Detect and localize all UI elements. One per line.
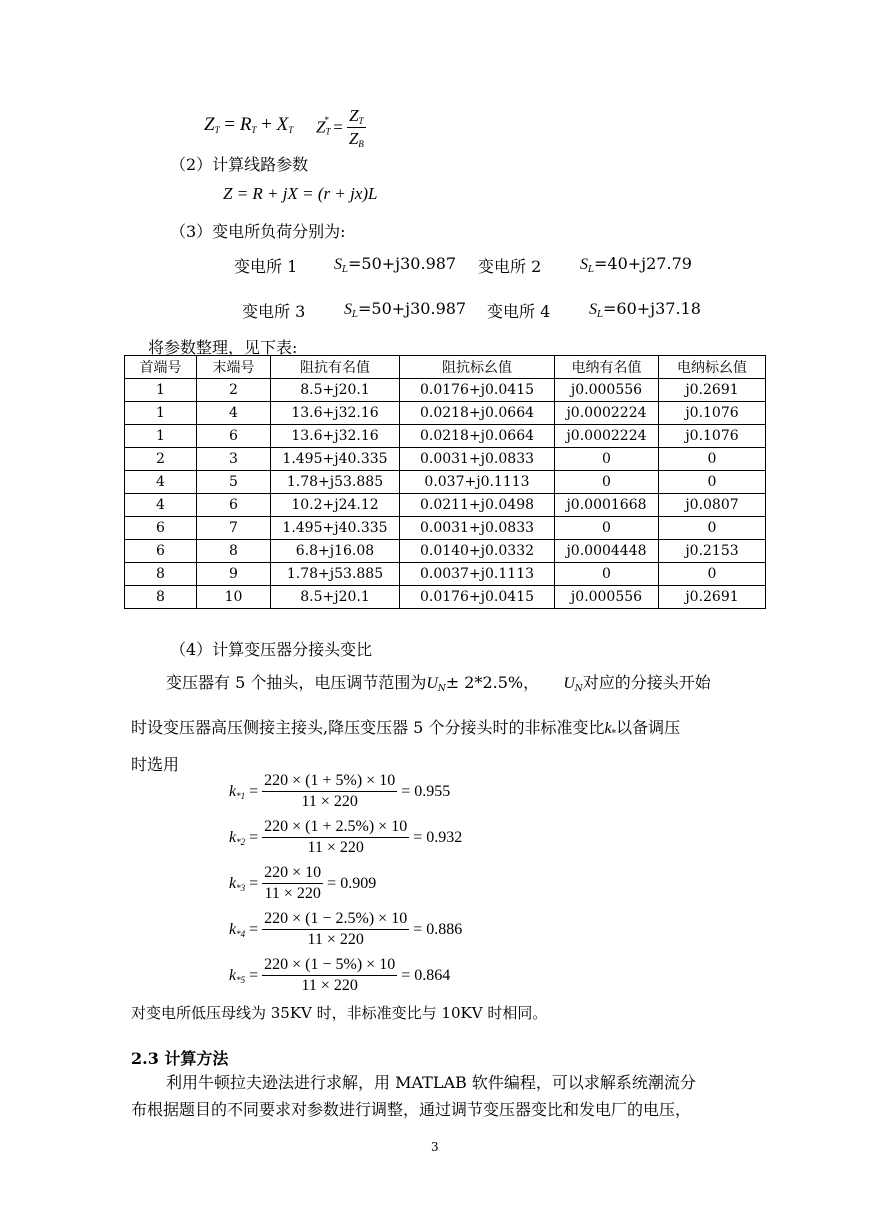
table-cell: 0 <box>659 563 766 586</box>
table-cell: 0.0218+j0.0664 <box>400 425 555 448</box>
table-row <box>125 540 766 563</box>
header-from-bus: 首端号 <box>125 356 197 379</box>
k-equation-1: $k_{*1}$ = $\frac{220 \times (1 + 5\%) \times 10}{11 \times 220}$ = 0.955 <box>229 772 451 810</box>
table-cell: 8 <box>125 563 197 586</box>
table-row <box>125 563 766 586</box>
load-4-value: $S_L=60+j37.18$ <box>589 299 701 320</box>
k-numerator: 220 × (1 + 5%) × 10 <box>262 772 397 792</box>
k-denominator: 11 × 220 <box>301 977 358 994</box>
k-symbol: k <box>229 782 237 800</box>
load-4-name: 变电所 4 <box>487 302 551 321</box>
k-symbol: k <box>229 920 237 938</box>
k-subscript: *1 <box>236 790 246 801</box>
header-impedance-actual: 阻抗有名值 <box>271 356 400 379</box>
table-cell: 2 <box>197 379 271 402</box>
k-result: = 0.955 <box>401 782 451 800</box>
k-equation-3: $k_{*3}$ = $\frac{220 \times 10}{11 \times 220}$ = 0.909 <box>229 864 377 902</box>
table-cell: 0 <box>555 448 659 471</box>
table-row <box>125 425 766 448</box>
k-symbol: k <box>229 828 237 846</box>
header-impedance-pu: 阻抗标幺值 <box>400 356 555 379</box>
step-2-label: （2）计算线路参数 <box>170 155 309 174</box>
zt-star-formula: $Z_T^*$ = $\frac{Z_T}{Z_B}$ <box>316 106 364 149</box>
table-cell: j0.2691 <box>659 586 766 609</box>
k-numerator: 220 × (1 + 2.5%) × 10 <box>262 818 409 838</box>
table-cell: 10.2+j24.12 <box>271 494 400 517</box>
load-3-name: 变电所 3 <box>242 302 306 321</box>
k-equation-2: $k_{*2}$ = $\frac{220 \times (1 + 2.5\%) \times 10}{11 \times 220}$ = 0.932 <box>229 818 463 856</box>
table-intro: 将参数整理，见下表: <box>148 338 298 357</box>
table-cell: 1.495+j40.335 <box>271 448 400 471</box>
table-cell: 4 <box>125 494 197 517</box>
k-subscript: *4 <box>236 928 246 939</box>
table-cell: 2 <box>125 448 197 471</box>
header-to-bus: 末端号 <box>197 356 271 379</box>
load-3-value: $S_L=50+j30.987$ <box>344 299 467 320</box>
k-numerator: 220 × (1 − 5%) × 10 <box>262 956 397 976</box>
k-denominator: 11 × 220 <box>264 885 321 902</box>
table-cell: j0.0807 <box>659 494 766 517</box>
table-cell: 0.037+j0.1113 <box>400 471 555 494</box>
table-cell: 3 <box>197 448 271 471</box>
k-fraction <box>262 818 409 857</box>
table-cell: 0 <box>555 563 659 586</box>
table-cell: j0.2691 <box>659 379 766 402</box>
table-row <box>125 471 766 494</box>
k-denominator: 11 × 220 <box>307 839 364 856</box>
table-cell: 6 <box>125 517 197 540</box>
table-cell: j0.000556 <box>555 379 659 402</box>
section-heading: 2.3 计算方法 <box>131 1049 229 1068</box>
table-cell: j0.0001668 <box>555 494 659 517</box>
k-symbol: k <box>229 874 237 892</box>
table-cell: 0 <box>659 471 766 494</box>
table-cell: j0.000556 <box>555 586 659 609</box>
table-cell: 8 <box>125 586 197 609</box>
parameter-table <box>124 355 766 609</box>
k-result: = 0.909 <box>327 874 377 892</box>
table-row <box>125 379 766 402</box>
transformer-paragraph-line2: 时设变压器高压侧接主接头,降压变压器 5 个分接头时的非标准变比$k_*$以备调压 <box>131 718 681 739</box>
load-2-value: $S_L=40+j27.79$ <box>580 254 692 275</box>
table-cell: 9 <box>197 563 271 586</box>
low-voltage-note: 对变电所低压母线为 35KV 时，非标准变比与 10KV 时相同。 <box>131 1004 548 1022</box>
table-cell: 0.0031+j0.0833 <box>400 517 555 540</box>
transformer-paragraph-line3: 时选用 <box>131 755 180 774</box>
k-result: = 0.864 <box>401 966 451 984</box>
k-fraction <box>262 772 397 811</box>
table-cell: 13.6+j32.16 <box>271 402 400 425</box>
table-cell: 0.0211+j0.0498 <box>400 494 555 517</box>
k-equation-5: $k_{*5}$ = $\frac{220 \times (1 - 5\%) \times 10}{11 \times 220}$ = 0.864 <box>229 956 451 994</box>
k-equation-4: $k_{*4}$ = $\frac{220 \times (1 - 2.5\%) \times 10}{11 \times 220}$ = 0.886 <box>229 910 463 948</box>
table-row <box>125 586 766 609</box>
table-cell: 0.0176+j0.0415 <box>400 586 555 609</box>
step-4-label: （4）计算变压器分接头变比 <box>170 640 373 659</box>
table-row <box>125 448 766 471</box>
k-denominator: 11 × 220 <box>301 793 358 810</box>
table-cell: j0.2153 <box>659 540 766 563</box>
table-row <box>125 402 766 425</box>
table-cell: 8 <box>197 540 271 563</box>
k-numerator: 220 × 10 <box>262 864 323 884</box>
table-cell: 6.8+j16.08 <box>271 540 400 563</box>
table-cell: 0 <box>659 517 766 540</box>
load-2-name: 变电所 2 <box>478 257 542 276</box>
table-header-row <box>125 356 766 379</box>
table-cell: 0.0218+j0.0664 <box>400 402 555 425</box>
load-1-value: $S_L=50+j30.987$ <box>334 254 457 275</box>
k-symbol: k <box>229 966 237 984</box>
k-subscript: *2 <box>236 836 246 847</box>
table-row <box>125 517 766 540</box>
table-cell: j0.0002224 <box>555 425 659 448</box>
table-cell: 8.5+j20.1 <box>271 379 400 402</box>
transformer-paragraph-line1: 变压器有 5 个抽头，电压调节范围为$U_N\pm 2*2.5\%$， $U_N$对应的分接头开始 <box>166 673 711 694</box>
table-cell: 13.6+j32.16 <box>271 425 400 448</box>
table-cell: 4 <box>125 471 197 494</box>
table-cell: 0.0031+j0.0833 <box>400 448 555 471</box>
table-cell: 6 <box>125 540 197 563</box>
header-susceptance-actual: 电纳有名值 <box>555 356 659 379</box>
table-cell: 1.78+j53.885 <box>271 471 400 494</box>
k-result: = 0.886 <box>413 920 463 938</box>
table-cell: j0.0004448 <box>555 540 659 563</box>
table-cell: 0 <box>555 517 659 540</box>
k-subscript: *5 <box>236 974 246 985</box>
table-cell: 1.78+j53.885 <box>271 563 400 586</box>
table-cell: j0.1076 <box>659 402 766 425</box>
section-paragraph-line2: 布根据题目的不同要求对参数进行调整，通过调节变压器变比和发电厂的电压， <box>131 1100 692 1119</box>
table-cell: 6 <box>197 425 271 448</box>
table-cell: 1 <box>125 402 197 425</box>
table-cell: 0 <box>555 471 659 494</box>
k-numerator: 220 × (1 − 2.5%) × 10 <box>262 910 409 930</box>
table-cell: 0.0140+j0.0332 <box>400 540 555 563</box>
table-cell: 7 <box>197 517 271 540</box>
table-cell: 1 <box>125 425 197 448</box>
table-cell: 10 <box>197 586 271 609</box>
k-subscript: *3 <box>236 882 246 893</box>
section-paragraph-line1: 利用牛顿拉夫逊法进行求解，用 MATLAB 软件编程，可以求解系统潮流分 <box>166 1073 696 1092</box>
line-impedance-formula: Z = R + jX = (r + jx)L <box>223 184 378 203</box>
table-cell: 1 <box>125 379 197 402</box>
table-cell: 0.0037+j0.1113 <box>400 563 555 586</box>
table-cell: 4 <box>197 402 271 425</box>
table-cell: 6 <box>197 494 271 517</box>
k-fraction <box>262 910 409 949</box>
step-3-label: （3）变电所负荷分别为: <box>170 222 346 241</box>
header-susceptance-pu: 电纳标幺值 <box>659 356 766 379</box>
load-1-name: 变电所 1 <box>234 257 298 276</box>
k-fraction <box>262 864 323 903</box>
table-cell: j0.0002224 <box>555 402 659 425</box>
k-result: = 0.932 <box>413 828 463 846</box>
k-fraction <box>262 956 397 995</box>
table-cell: 1.495+j40.335 <box>271 517 400 540</box>
table-cell: 5 <box>197 471 271 494</box>
table-cell: 0.0176+j0.0415 <box>400 379 555 402</box>
table-row <box>125 494 766 517</box>
page-number: 3 <box>431 1140 439 1154</box>
zt-star-fraction: $\frac{Z_T}{Z_B}$ <box>348 106 364 149</box>
zt-formula: $Z_T = R_T + X_T$ <box>204 114 294 135</box>
table-cell: 8.5+j20.1 <box>271 586 400 609</box>
table-cell: 0 <box>659 448 766 471</box>
k-denominator: 11 × 220 <box>307 931 364 948</box>
table-cell: j0.1076 <box>659 425 766 448</box>
